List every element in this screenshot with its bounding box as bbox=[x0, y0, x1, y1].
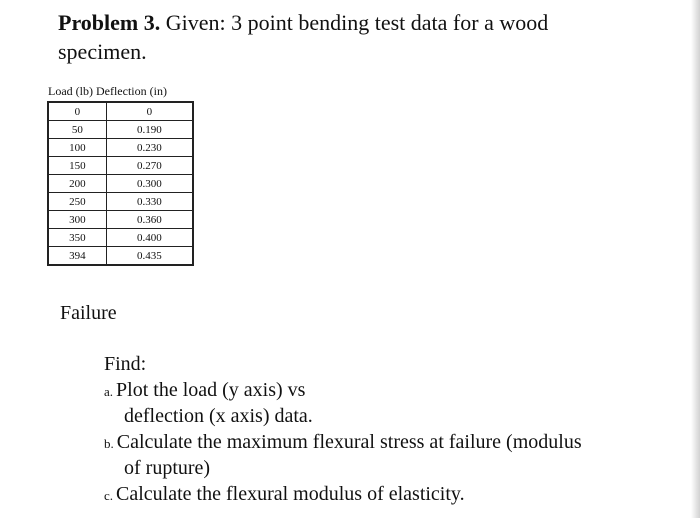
find-item-marker: c. bbox=[104, 488, 114, 503]
table-row bbox=[48, 139, 193, 157]
deflection-cell: 0 bbox=[106, 102, 193, 121]
load-deflection-table bbox=[47, 101, 194, 266]
load-cell: 250 bbox=[48, 193, 106, 211]
load-cell: 300 bbox=[48, 211, 106, 229]
deflection-cell: 0.400 bbox=[106, 229, 193, 247]
find-item-b bbox=[104, 430, 664, 480]
find-item-c bbox=[104, 482, 664, 508]
table-row bbox=[48, 211, 193, 229]
problem-statement bbox=[58, 8, 618, 66]
find-item-a bbox=[104, 378, 664, 428]
problem-text: Given: 3 point bending test data for a wood specimen. bbox=[58, 10, 549, 64]
load-cell: 200 bbox=[48, 175, 106, 193]
problem-label: Problem 3. bbox=[58, 10, 161, 35]
find-heading: Find: bbox=[104, 353, 147, 375]
deflection-cell: 0.330 bbox=[106, 193, 193, 211]
load-cell: 50 bbox=[48, 121, 106, 139]
deflection-cell: 0.360 bbox=[106, 211, 193, 229]
load-cell: 350 bbox=[48, 229, 106, 247]
deflection-cell: 0.435 bbox=[106, 247, 193, 266]
find-item-text: Calculate the flexural modulus of elasticity. bbox=[116, 483, 465, 505]
deflection-cell: 0.230 bbox=[106, 139, 193, 157]
load-cell: 394 bbox=[48, 247, 106, 266]
find-item-text: Calculate the maximum flexural stress at failure (modulus bbox=[116, 431, 582, 453]
load-cell: 150 bbox=[48, 157, 106, 175]
deflection-cell: 0.270 bbox=[106, 157, 193, 175]
table-row bbox=[48, 175, 193, 193]
table-row bbox=[48, 121, 193, 139]
table-row bbox=[48, 157, 193, 175]
find-item-marker: b. bbox=[104, 436, 114, 451]
table-caption: Load (lb) Deflection (in) bbox=[48, 84, 167, 98]
load-cell: 100 bbox=[48, 139, 106, 157]
table-row bbox=[48, 247, 193, 266]
table-row bbox=[48, 229, 193, 247]
find-item-continuation: deflection (x axis) data. bbox=[124, 405, 313, 427]
deflection-cell: 0.300 bbox=[106, 175, 193, 193]
find-item-continuation: of rupture) bbox=[124, 457, 211, 479]
table-row bbox=[48, 193, 193, 211]
page-edge-shadow bbox=[691, 0, 700, 518]
deflection-cell: 0.190 bbox=[106, 121, 193, 139]
table-row bbox=[48, 102, 193, 121]
load-cell: 0 bbox=[48, 102, 106, 121]
find-item-marker: a. bbox=[104, 384, 114, 399]
failure-label: Failure bbox=[60, 302, 117, 324]
find-item-text: Plot the load (y axis) vs bbox=[116, 379, 306, 401]
